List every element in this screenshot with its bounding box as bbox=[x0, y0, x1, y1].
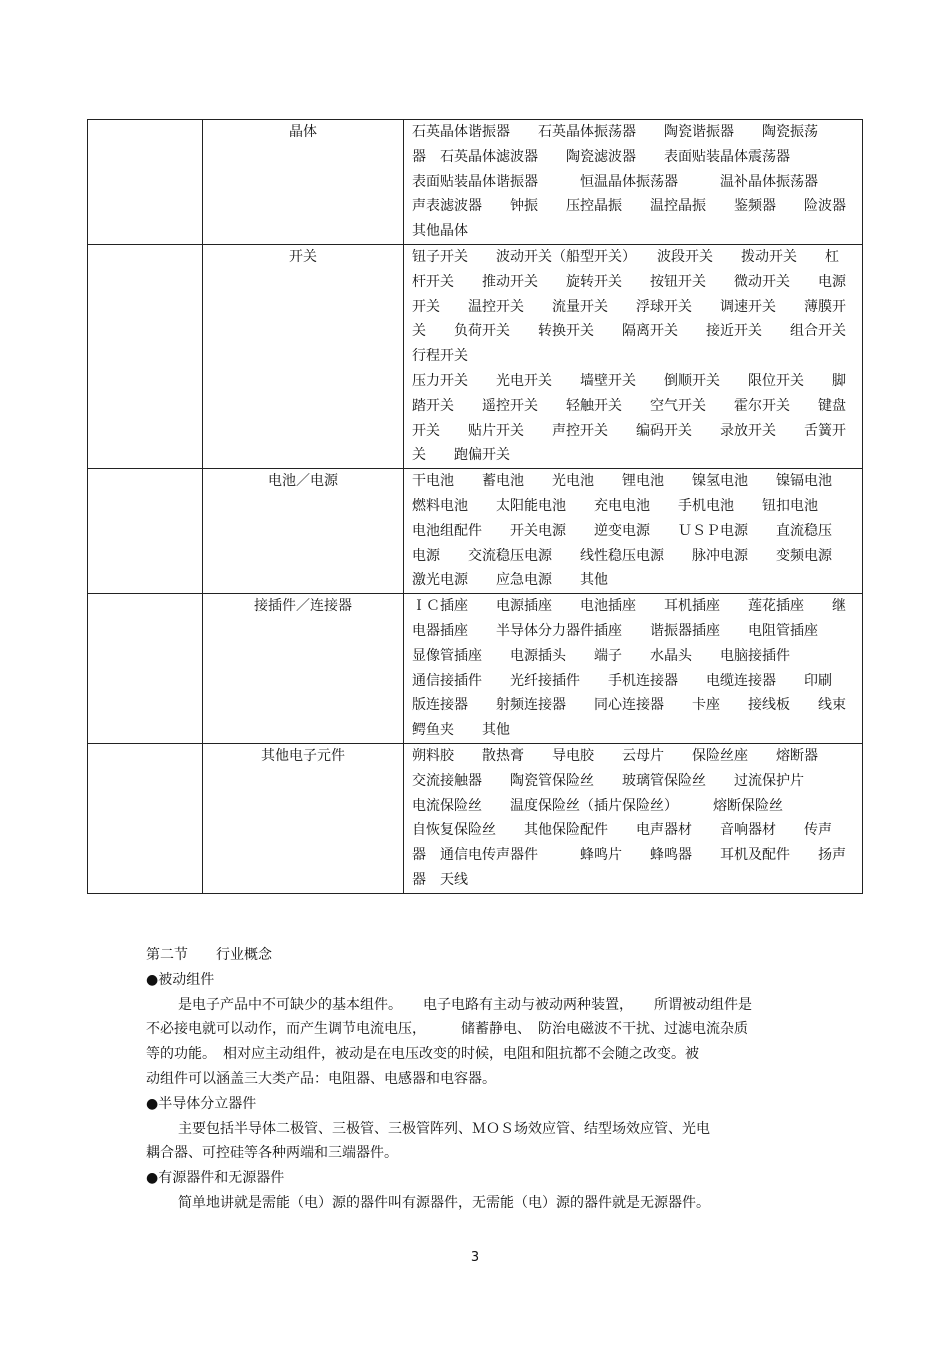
category-cell: 开关 bbox=[203, 244, 404, 468]
items-cell bbox=[404, 469, 863, 594]
items-line: 压力开关 光电开关 墙壁开关 倒顺开关 限位开关 脚 bbox=[412, 372, 846, 389]
items-line: 声表滤波器 钟振 压控晶振 温控晶振 鉴频器 险波器 bbox=[412, 198, 846, 215]
items-line: 电器插座 半导体分力器件插座 谐振器插座 电阻管插座 bbox=[412, 622, 818, 639]
paragraph-line: 不必接电就可以动作，而产生调节电流电压， 储蓄静电、 防治电磁波不干扰、过滤电流杂质 bbox=[146, 1021, 748, 1038]
paragraph-line: 是电子产品中不可缺少的基本组件。 电子电路有主动与被动两种装置， 所谓被动组件是 bbox=[178, 996, 752, 1013]
items-line: 通信接插件 光纤接插件 手机连接器 电缆连接器 印刷 bbox=[412, 672, 832, 689]
table-row bbox=[88, 743, 863, 893]
blank-cell bbox=[88, 469, 203, 594]
paragraph-line: 主要包括半导体二极管、三极管、三极管阵列、ＭＯＳ场效应管、结型场效应管、光电 bbox=[178, 1120, 710, 1137]
subheading-active-passive: ●有源器件和无源器件 bbox=[146, 1170, 285, 1187]
blank-cell bbox=[88, 120, 203, 245]
blank-cell bbox=[88, 244, 203, 468]
paragraph-line: 动组件可以涵盖三大类产品：电阻器、电感器和电容器。 bbox=[146, 1070, 496, 1087]
subheading-semiconductor: ●半导体分立器件 bbox=[146, 1095, 257, 1112]
items-line: 电源 交流稳压电源 线性稳压电源 脉冲电源 变频电源 bbox=[412, 547, 832, 564]
items-line: 器 天线 bbox=[412, 871, 468, 888]
items-line: 器 通信电传声器件 蜂鸣片 蜂鸣器 耳机及配件 扬声 bbox=[412, 847, 846, 864]
category-cell: 电池／电源 bbox=[203, 469, 404, 594]
paragraph-line: 耦合器、可控硅等各种两端和三端器件。 bbox=[146, 1145, 398, 1162]
items-line: 行程开关 bbox=[412, 348, 468, 365]
items-cell bbox=[404, 120, 863, 245]
category-cell: 晶体 bbox=[203, 120, 404, 245]
items-line: 电池组配件 开关电源 逆变电源 ＵＳＰ电源 直流稳压 bbox=[412, 522, 832, 539]
items-line: 激光电源 应急电源 其他 bbox=[412, 572, 608, 589]
items-line: 石英晶体谐振器 石英晶体振荡器 陶瓷谐振器 陶瓷振荡 bbox=[412, 124, 818, 140]
table-row bbox=[88, 594, 863, 744]
items-line: 踏开关 遥控开关 轻触开关 空气开关 霍尔开关 键盘 bbox=[412, 397, 846, 414]
items-line: 鳄鱼夹 其他 bbox=[412, 722, 510, 739]
items-line: 表面贴装晶体谐振器 恒温晶体振荡器 温补晶体振荡器 bbox=[412, 173, 818, 190]
items-cell bbox=[404, 743, 863, 893]
items-line: 开关 温控开关 流量开关 浮球开关 调速开关 薄膜开 bbox=[412, 298, 846, 315]
items-cell bbox=[404, 244, 863, 468]
table-row bbox=[88, 120, 863, 245]
section-body bbox=[146, 943, 806, 1216]
items-line: 朔料胶 散热膏 导电胶 云母片 保险丝座 熔断器 bbox=[412, 747, 818, 764]
section-title: 第二节 行业概念 bbox=[146, 947, 272, 963]
category-cell: 接插件／连接器 bbox=[203, 594, 404, 744]
items-line: 钮子开关 波动开关（船型开关） 波段开关 拨动开关 杠 bbox=[412, 248, 839, 265]
blank-cell bbox=[88, 743, 203, 893]
blank-cell bbox=[88, 594, 203, 744]
table-row bbox=[88, 244, 863, 468]
items-cell bbox=[404, 594, 863, 744]
paragraph-line: 简单地讲就是需能（电）源的器件叫有源器件，无需能（电）源的器件就是无源器件。 bbox=[178, 1194, 710, 1211]
items-line: 干电池 蓄电池 光电池 锂电池 镍氢电池 镍镉电池 bbox=[412, 473, 832, 490]
items-line: 显像管插座 电源插头 端子 水晶头 电脑接插件 bbox=[412, 647, 790, 664]
page-number: 3 bbox=[470, 1250, 480, 1265]
items-line: 交流接触器 陶瓷管保险丝 玻璃管保险丝 过流保护片 bbox=[412, 772, 804, 789]
table-row bbox=[88, 469, 863, 594]
items-line: 其他晶体 bbox=[412, 223, 468, 240]
items-line: 开关 贴片开关 声控开关 编码开关 录放开关 舌簧开 bbox=[412, 422, 846, 439]
items-line: 版连接器 射频连接器 同心连接器 卡座 接线板 线束 bbox=[412, 697, 846, 714]
items-line: 电流保险丝 温度保险丝（插片保险丝） 熔断保险丝 bbox=[412, 797, 783, 814]
items-line: 器 石英晶体滤波器 陶瓷滤波器 表面贴装晶体震荡器 bbox=[412, 148, 790, 165]
items-line: 自恢复保险丝 其他保险配件 电声器材 音响器材 传声 bbox=[412, 822, 832, 839]
items-line: 燃料电池 太阳能电池 充电电池 手机电池 钮扣电池 bbox=[412, 497, 818, 514]
component-category-table bbox=[87, 119, 863, 894]
paragraph-line: 等的功能。 相对应主动组件，被动是在电压改变的时候，电阻和阻抗都不会随之改变。被 bbox=[146, 1046, 699, 1063]
items-line: 关 负荷开关 转换开关 隔离开关 接近开关 组合开关 bbox=[412, 323, 846, 340]
items-line: ＩＣ插座 电源插座 电池插座 耳机插座 莲花插座 继 bbox=[412, 598, 846, 615]
category-cell: 其他电子元件 bbox=[203, 743, 404, 893]
items-line: 关 跑偏开关 bbox=[412, 447, 510, 464]
items-line: 杆开关 推动开关 旋转开关 按钮开关 微动开关 电源 bbox=[412, 273, 846, 290]
subheading-passive: ●被动组件 bbox=[146, 971, 215, 988]
